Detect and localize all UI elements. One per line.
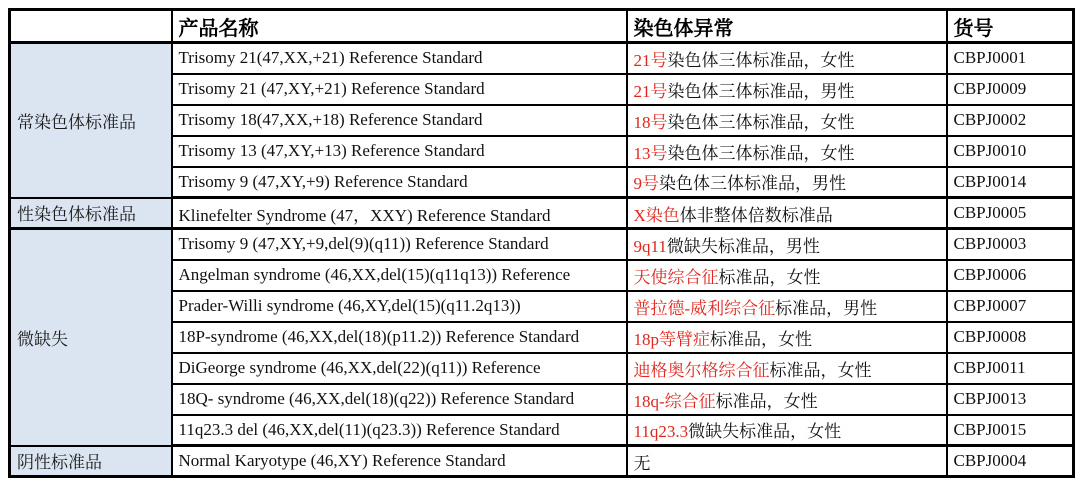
catalog-number-cell: CBPJ0006 <box>947 260 1074 291</box>
catalog-number-cell: CBPJ0003 <box>947 229 1074 260</box>
category-cell-sex-chromosome: 性染色体标准品 <box>10 198 172 229</box>
product-name-cell: 18P-syndrome (46,XX,del(18)(p11.2)) Reference Standard <box>172 322 627 353</box>
products-table <box>8 8 1075 478</box>
abnormality-cell <box>627 43 947 74</box>
abnormality-highlight: 9号 <box>633 174 659 194</box>
category-cell-autosome: 常染色体标准品 <box>10 43 172 198</box>
product-name-cell: 18Q- syndrome (46,XX,del(18)(q22)) Reference Standard <box>172 384 627 415</box>
abnormality-rest: 标准品，女性 <box>715 391 818 411</box>
abnormality-cell <box>627 74 947 105</box>
product-name-cell: Trisomy 13 (47,XY,+13) Reference Standard <box>172 136 627 167</box>
catalog-table-container <box>8 8 1075 478</box>
product-name-cell: Trisomy 21 (47,XY,+21) Reference Standard <box>172 74 627 105</box>
abnormality-rest: 染色体三体标准品，女性 <box>667 143 855 163</box>
abnormality-highlight: 9q11 <box>633 236 667 256</box>
abnormality-rest: 体非整体倍数标准品 <box>679 205 833 225</box>
product-name-cell: Trisomy 9 (47,XY,+9) Reference Standard <box>172 167 627 198</box>
table-row <box>10 43 1074 74</box>
abnormality-highlight: 18q-综合征 <box>633 391 716 411</box>
abnormality-highlight: 18p等臂症 <box>633 329 710 349</box>
abnormality-rest: 无 <box>633 453 651 473</box>
abnormality-cell <box>627 105 947 136</box>
abnormality-rest: 染色体三体标准品，女性 <box>667 112 855 132</box>
category-cell-negative: 阴性标准品 <box>10 446 172 477</box>
abnormality-rest: 标准品，女性 <box>718 267 821 287</box>
header-abnormality: 染色体异常 <box>627 10 947 43</box>
abnormality-cell <box>627 322 947 353</box>
abnormality-cell <box>627 415 947 446</box>
product-name-cell: Klinefelter Syndrome (47，XXY) Reference Standard <box>172 198 627 229</box>
product-name-cell: Trisomy 9 (47,XY,+9,del(9)(q11)) Reference Standard <box>172 229 627 260</box>
abnormality-rest: 微缺失标准品，女性 <box>688 422 842 442</box>
abnormality-rest: 标准品，女性 <box>769 360 872 380</box>
table-row <box>10 446 1074 477</box>
catalog-number-cell: CBPJ0010 <box>947 136 1074 167</box>
header-row <box>10 10 1074 43</box>
table-row <box>10 229 1074 260</box>
abnormality-rest: 标准品，男性 <box>775 298 878 318</box>
category-cell-microdeletion: 微缺失 <box>10 229 172 446</box>
abnormality-cell <box>627 167 947 198</box>
product-name-cell: Prader-Willi syndrome (46,XY,del(15)(q11.2q13)) <box>172 291 627 322</box>
abnormality-rest: 微缺失标准品，男性 <box>666 236 820 256</box>
abnormality-cell <box>627 291 947 322</box>
catalog-number-cell: CBPJ0013 <box>947 384 1074 415</box>
abnormality-highlight: 13号 <box>633 143 668 163</box>
abnormality-cell <box>627 260 947 291</box>
abnormality-highlight: 21号 <box>633 81 668 101</box>
abnormality-rest: 染色体三体标准品，女性 <box>667 50 855 70</box>
table-row <box>10 198 1074 229</box>
abnormality-highlight: X染色 <box>633 205 680 225</box>
product-name-cell: DiGeorge syndrome (46,XX,del(22)(q11)) Reference <box>172 353 627 384</box>
catalog-number-cell: CBPJ0004 <box>947 446 1074 477</box>
product-name-cell: Angelman syndrome (46,XX,del(15)(q11q13)) Reference <box>172 260 627 291</box>
abnormality-cell <box>627 353 947 384</box>
abnormality-cell <box>627 136 947 167</box>
product-name-cell: Normal Karyotype (46,XY) Reference Standard <box>172 446 627 477</box>
header-product-name: 产品名称 <box>172 10 627 43</box>
product-name-cell: 11q23.3 del (46,XX,del(11)(q23.3)) Reference Standard <box>172 415 627 446</box>
catalog-number-cell: CBPJ0014 <box>947 167 1074 198</box>
catalog-number-cell: CBPJ0015 <box>947 415 1074 446</box>
abnormality-cell <box>627 446 947 477</box>
product-name-cell: Trisomy 18(47,XX,+18) Reference Standard <box>172 105 627 136</box>
abnormality-highlight: 11q23.3 <box>633 422 689 442</box>
catalog-number-cell: CBPJ0005 <box>947 198 1074 229</box>
abnormality-highlight: 18号 <box>633 112 668 132</box>
catalog-number-cell: CBPJ0011 <box>947 353 1074 384</box>
abnormality-rest: 染色体三体标准品，男性 <box>667 81 855 101</box>
abnormality-cell <box>627 198 947 229</box>
abnormality-rest: 染色体三体标准品，男性 <box>659 174 846 194</box>
catalog-number-cell: CBPJ0009 <box>947 74 1074 105</box>
header-blank-cell <box>10 10 172 43</box>
abnormality-rest: 标准品，女性 <box>710 329 812 349</box>
abnormality-cell <box>627 384 947 415</box>
catalog-number-cell: CBPJ0008 <box>947 322 1074 353</box>
abnormality-highlight: 迪格奥尔格综合征 <box>633 360 770 380</box>
abnormality-cell <box>627 229 947 260</box>
abnormality-highlight: 21号 <box>633 50 668 70</box>
product-name-cell: Trisomy 21(47,XX,+21) Reference Standard <box>172 43 627 74</box>
abnormality-highlight: 普拉德-威利综合征 <box>633 298 776 318</box>
abnormality-highlight: 天使综合征 <box>633 267 719 287</box>
catalog-number-cell: CBPJ0002 <box>947 105 1074 136</box>
header-catalog-number: 货号 <box>947 10 1074 43</box>
catalog-number-cell: CBPJ0001 <box>947 43 1074 74</box>
catalog-number-cell: CBPJ0007 <box>947 291 1074 322</box>
